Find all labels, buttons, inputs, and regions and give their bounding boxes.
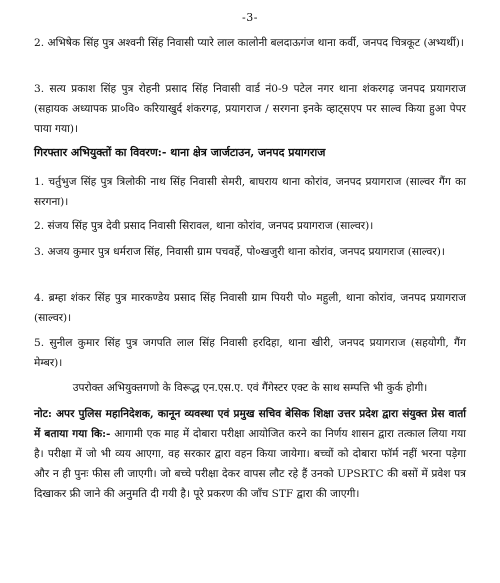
arrested-item-4: 4. ब्रम्हा शंकर सिंह पुत्र मारकण्डेय प्रसाद सिंह निवासी ग्राम पियरी पो० महुली, थाना कोरांव, जनपद प्रयागराज (साल्वर)। — [34, 292, 466, 324]
note-body: आगामी एक माह में दोबारा परीक्षा आयोजित करने का निर्णय शासन द्वारा तत्काल लिया गया है। परीक्षा में जो भी व्यय आएगा, वह सरकार द्वारा वहन किया जायेगा। बच्चों को दोबारा फॉर्म नहीं भरना पड़ेगा और न ही पुनः फीस ली जाएगी। जो बच्चे परीक्षा देकर वापस लौट रहे हैं उनको UPSRTC की बसों में प्रवेश पत्र दिखाकर फ्री जाने की अनुमति दी गयी है। पूरे प्रकरण की जाँच STF द्वारा की जाएगी। — [34, 428, 466, 500]
accused-item-2: 2. अभिषेक सिंह पुत्र अश्वनी सिंह निवासी प्यारे लाल कालोनी बलदाऊगंज थाना कर्वी, जनपद चित्रकूट (अभ्यर्थी)। — [34, 37, 464, 49]
page-number: -3- — [242, 11, 258, 24]
note-heading: नोट: अपर पुलिस महानिदेशक, कानून व्यवस्था एवं प्रमुख सचिव बेसिक शिक्षा उत्तर प्रदेश द्वारा संयुक्त प्रेस वार्ता में बताया गया कि:- — [34, 408, 466, 440]
accused-item-3: 3. सत्य प्रकाश सिंह पुत्र रोहनी प्रसाद सिंह निवासी वार्ड नं0-9 पटेल नगर थाना शंकरगढ़ जनपद प्रयागराज (सहायक अध्यापक प्रा०वि० करियाखुर्द शंकरगढ़, प्रयागराज / सरगना इनके व्हाट्सएप पर साल्व किया हुआ पेपर पाया गया)। — [34, 83, 466, 135]
arrested-item-2: 2. संजय सिंह पुत्र देवी प्रसाद निवासी सिरावल, थाना कोरांव, जनपद प्रयागराज (साल्वर)। — [34, 220, 374, 232]
gangster-act-line: उपरोक्त अभियुक्तगणो के विरूद्ध एन.एस.ए. एवं गैंगेस्टर एक्ट के साथ सम्पत्ति भी कुर्क होगी। — [72, 382, 428, 394]
arrest-heading: गिरफ्तार अभियुक्तों का विवरण:- थाना क्षेत्र जार्जटाउन, जनपद प्रयागराज — [34, 146, 326, 159]
arrested-item-3: 3. अजय कुमार पुत्र धर्मराज सिंह, निवासी ग्राम पचवर्हे, पो०खजुरी थाना कोरांव, जनपद प्रयागराज (साल्वर)। — [34, 246, 445, 258]
arrested-item-5: 5. सुनील कुमार सिंह पुत्र जगपति लाल सिंह निवासी हरदिहा, थाना खीरी, जनपद प्रयागराज (सहयोगी, गैंग मेम्बर)। — [34, 337, 466, 369]
arrested-item-1: 1. चर्तुभुज सिंह पुत्र त्रिलोकी नाथ सिंह निवासी सेमरी, बाघराय थाना कोरांव, जनपद प्रयागराज (साल्वर गैंग का सरगना)। — [34, 176, 466, 208]
note-paragraph — [34, 404, 466, 504]
